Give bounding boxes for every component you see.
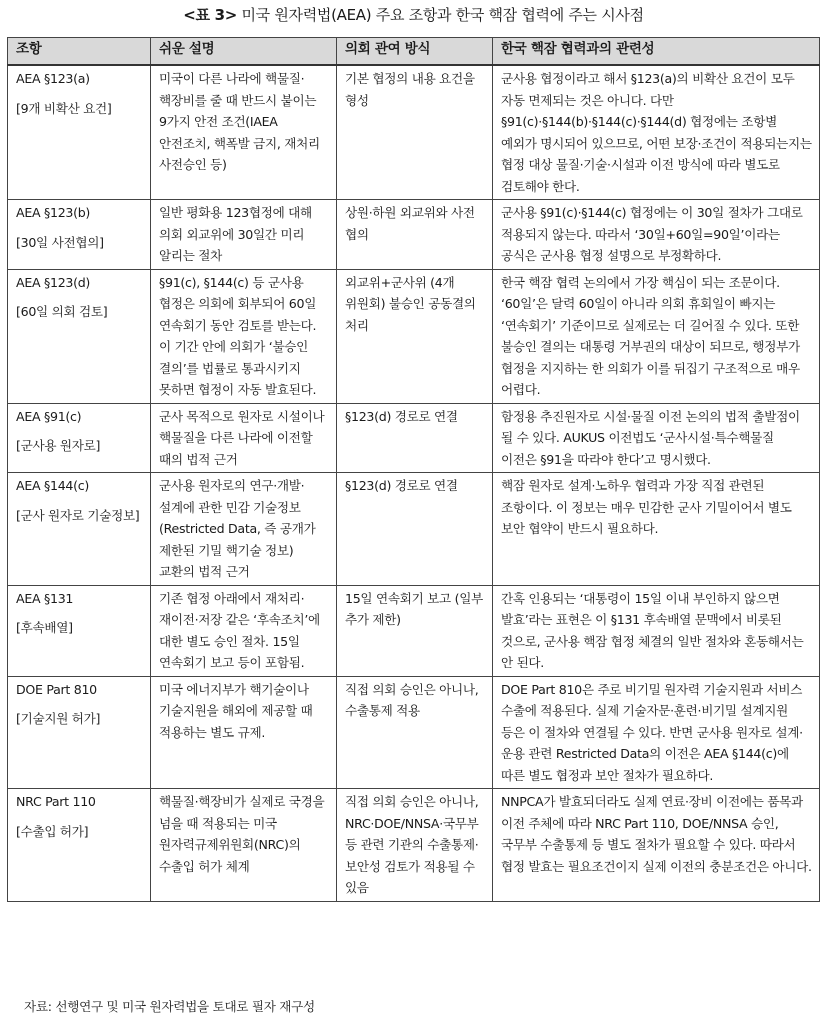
provision-cell bbox=[8, 789, 151, 902]
provision-code: AEA §91(c) bbox=[16, 408, 82, 424]
relevance-cell: DOE Part 810은 주로 비기밀 원자력 기술지원과 서비스 수출에 적용된다. 실제 기술자문·훈련·비기밀 설계지원 등은 이 절차와 연결될 수 있다. 반면 군사용 원자로 설계·운용 관련 Restricted Data의 이전은 AEA §144(c)에 따른 별도 협정과 보안 절차가 필요하다. bbox=[493, 676, 820, 789]
table-caption bbox=[0, 4, 827, 25]
relevance-cell: 군사용 협정이라고 해서 §123(a)의 비확산 요건이 모두 자동 면제되는 것은 아니다. 다만 §91(c)·§144(b)·§144(c)·§144(d) 협정에는 조항별 예외가 명시되어 있으므로, 어떤 보장·조건이 적용되는지는 협정 대상 물질·기술·시설과 이전 방식에 따라 별도로 검토해야 한다. bbox=[493, 65, 820, 200]
table-row bbox=[8, 403, 820, 473]
explanation-cell: 핵물질·핵장비가 실제로 국경을 넘을 때 적용되는 미국 원자력규제위원회(NRC)의 수출입 허가 체계 bbox=[151, 789, 337, 902]
provision-code: AEA §123(a) bbox=[16, 71, 90, 86]
table-header-row bbox=[8, 38, 820, 66]
relevance-cell: 간혹 인용되는 ‘대통령이 15일 이내 부인하지 않으면 발효’라는 표현은 이 §131 후속배열 문맥에서 비롯된 것으로, 군사용 핵잠 협정 체결의 일반 절차와 혼동해서는 안 된다. bbox=[493, 585, 820, 676]
provision-code: AEA §123(d) bbox=[16, 274, 91, 290]
explanation-cell: §91(c), §144(c) 등 군사용 협정은 의회에 회부되어 60일 연속회기 동안 검토를 받는다. 이 기간 안에 의회가 ‘불승인 결의’를 법률로 통과시키지 못하면 협정이 자동 발효된다. bbox=[151, 269, 337, 403]
congress-cell: 상원·하원 외교위와 사전 협의 bbox=[337, 200, 493, 270]
relevance-cell: 군사용 §91(c)·§144(c) 협정에는 이 30일 절차가 그대로 적용되지 않는다. 따라서 ‘30일+60일=90일’이라는 공식은 군사용 협정 설명으로 부정확하다. bbox=[493, 200, 820, 270]
table-row bbox=[8, 200, 820, 270]
explanation-cell: 미국 에너지부가 핵기술이나 기술지원을 해외에 제공할 때 적용하는 별도 규제. bbox=[151, 676, 337, 789]
provision-subtitle: [기술지원 허가] bbox=[16, 711, 101, 726]
caption-label: <표 3> bbox=[183, 6, 237, 24]
congress-cell: 기본 협정의 내용 요건을 형성 bbox=[337, 65, 493, 200]
provision-cell bbox=[8, 676, 151, 789]
table-row bbox=[8, 676, 820, 789]
provision-subtitle: [수출입 허가] bbox=[16, 823, 89, 839]
provision-code: DOE Part 810 bbox=[16, 681, 97, 697]
congress-cell: §123(d) 경로로 연결 bbox=[337, 473, 493, 586]
header-easy-explanation: 쉬운 설명 bbox=[151, 38, 337, 66]
relevance-cell: 한국 핵잠 협력 논의에서 가장 핵심이 되는 조문이다. ‘60일’은 달력 60일이 아니라 의회 휴회일이 빠지는 ‘연속회기’ 기준이므로 실제로는 더 길어질 수 있다. 또한 불승인 결의는 대통령 거부권의 대상이 되므로, 행정부가 협정을 지지하는 한 의회가 이를 뒤집기 구조적으로 매우 어렵다. bbox=[493, 269, 820, 403]
header-korea-relevance: 한국 핵잠 협력과의 관련성 bbox=[493, 38, 820, 66]
provision-code: NRC Part 110 bbox=[16, 794, 96, 809]
provision-cell bbox=[8, 473, 151, 586]
caption-text: 미국 원자력법(AEA) 주요 조항과 한국 핵잠 협력에 주는 시사점 bbox=[241, 6, 644, 24]
congress-cell: 15일 연속회기 보고 (일부 추가 제한) bbox=[337, 585, 493, 676]
provision-cell bbox=[8, 269, 151, 403]
explanation-cell: 군사 목적으로 원자로 시설이나 핵물질을 다른 나라에 이전할 때의 법적 근거 bbox=[151, 403, 337, 473]
explanation-cell: 일반 평화용 123협정에 대해 의회 외교위에 30일간 미리 알리는 절차 bbox=[151, 200, 337, 270]
provision-code: AEA §123(b) bbox=[16, 205, 91, 220]
congress-cell: 외교위+군사위 (4개 위원회) 불승인 공동결의 처리 bbox=[337, 269, 493, 403]
provision-code: AEA §131 bbox=[16, 590, 74, 606]
table-row bbox=[8, 473, 820, 586]
explanation-cell: 기존 협정 아래에서 재처리·재이전·저장 같은 ‘후속조치’에 대한 별도 승인 절차. 15일 연속회기 보고 등이 포함됨. bbox=[151, 585, 337, 676]
provision-subtitle: [군사 원자로 기술정보] bbox=[16, 507, 140, 523]
provision-subtitle: [30일 사전협의] bbox=[16, 234, 104, 250]
table-row bbox=[8, 585, 820, 676]
provision-subtitle: [후속배열] bbox=[16, 620, 73, 635]
explanation-cell: 미국이 다른 나라에 핵물질·핵장비를 줄 때 반드시 붙이는 9가지 안전 조건(IAEA 안전조치, 핵폭발 금지, 재처리 사전승인 등) bbox=[151, 65, 337, 200]
provisions-table bbox=[7, 37, 820, 902]
congress-cell: §123(d) 경로로 연결 bbox=[337, 403, 493, 473]
provision-cell bbox=[8, 65, 151, 200]
source-note: 자료: 선행연구 및 미국 원자력법을 토대로 필자 재구성 bbox=[24, 999, 315, 1014]
congress-cell: 직접 의회 승인은 아니나, 수출통제 적용 bbox=[337, 676, 493, 789]
provision-subtitle: [9개 비확산 요건] bbox=[16, 100, 112, 116]
provision-cell bbox=[8, 200, 151, 270]
header-provision: 조항 bbox=[8, 38, 151, 66]
explanation-cell: 군사용 원자로의 연구·개발·설계에 관한 민감 기술정보(Restricted Data, 즉 공개가 제한된 기밀 핵기술 정보) 교환의 법적 근거 bbox=[151, 473, 337, 586]
provision-cell bbox=[8, 403, 151, 473]
relevance-cell: 핵잠 원자로 설계·노하우 협력과 가장 직접 관련된 조항이다. 이 정보는 매우 민감한 군사 기밀이어서 별도 보안 협약이 반드시 필요하다. bbox=[493, 473, 820, 586]
provision-cell bbox=[8, 585, 151, 676]
provision-code: AEA §144(c) bbox=[16, 478, 89, 493]
table-row bbox=[8, 269, 820, 403]
relevance-cell: 함정용 추진원자로 시설·물질 이전 논의의 법적 출발점이 될 수 있다. AUKUS 이전법도 ‘군사시설·특수핵물질 이전은 §91을 따라야 한다’고 명시했다. bbox=[493, 403, 820, 473]
relevance-cell: NNPCA가 발효되더라도 실제 연료·장비 이전에는 품목과 이전 주체에 따라 NRC Part 110, DOE/NNSA 승인, 국무부 수출통제 등 별도 절차가 필요할 수 있다. 따라서 협정 발효는 필요조건이지 실제 이전의 충분조건은 아니다. bbox=[493, 789, 820, 902]
provision-subtitle: [60일 의회 검토] bbox=[16, 304, 108, 319]
table-row bbox=[8, 789, 820, 902]
provision-subtitle: [군사용 원자로] bbox=[16, 438, 101, 453]
congress-cell: 직접 의회 승인은 아니나, NRC·DOE/NNSA·국무부 등 관련 기관의 수출통제·보안성 검토가 적용될 수 있음 bbox=[337, 789, 493, 902]
table-row bbox=[8, 65, 820, 200]
header-congress-involvement: 의회 관여 방식 bbox=[337, 38, 493, 66]
